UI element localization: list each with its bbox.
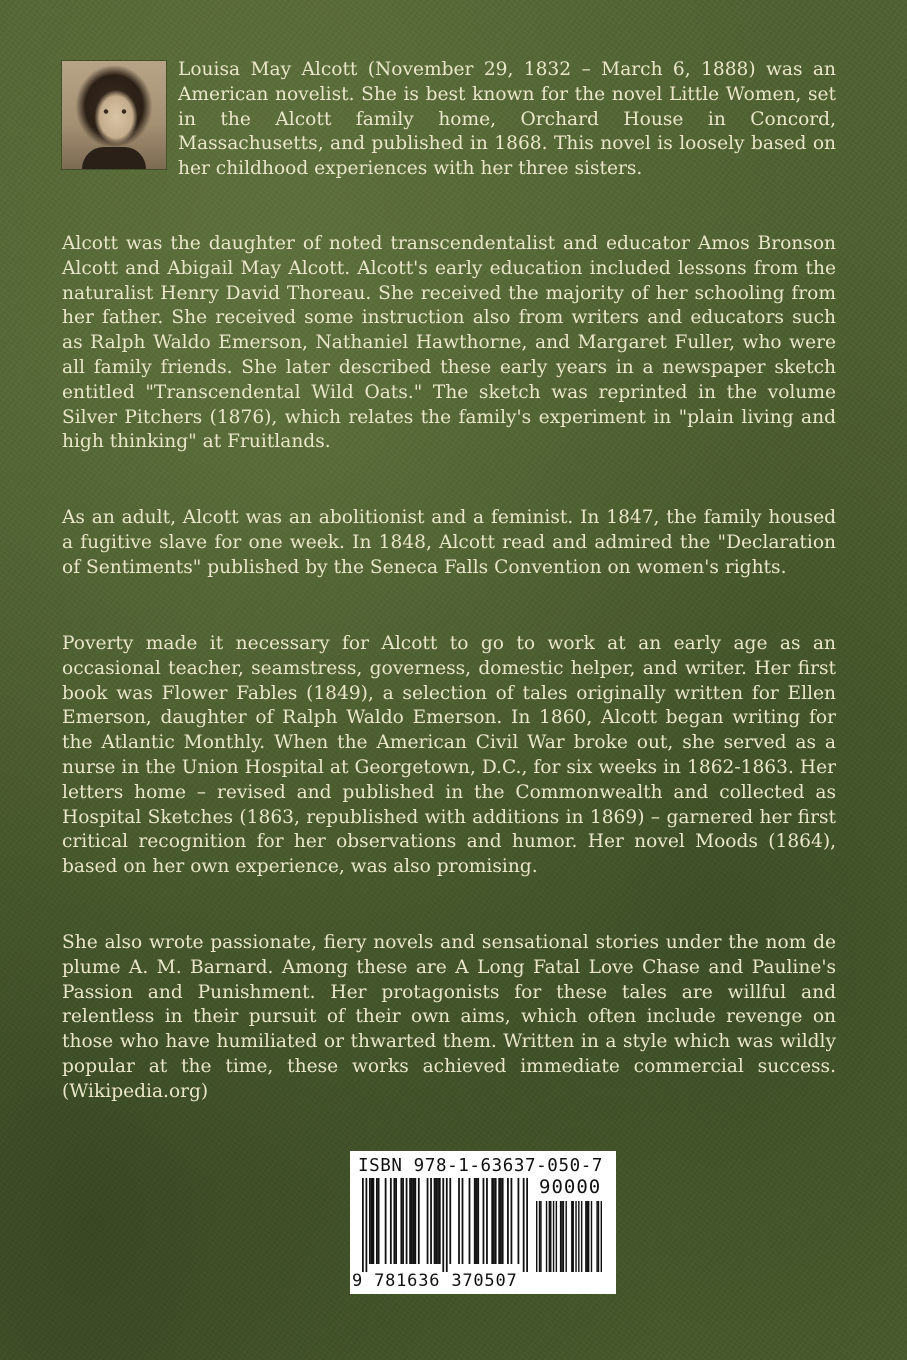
barcode-bar bbox=[365, 1178, 367, 1272]
addon-bar bbox=[560, 1201, 561, 1272]
barcode-bar bbox=[437, 1178, 439, 1264]
barcode-bar bbox=[411, 1178, 413, 1264]
barcode-bar bbox=[486, 1178, 488, 1264]
addon-bar bbox=[588, 1201, 589, 1272]
addon-bar bbox=[596, 1201, 597, 1272]
barcode-bar bbox=[502, 1178, 504, 1264]
barcode-bar bbox=[462, 1178, 464, 1264]
barcode-bar bbox=[390, 1178, 392, 1264]
portrait-spacer bbox=[62, 58, 178, 175]
barcode-bar bbox=[362, 1178, 364, 1272]
price-code: 90000 bbox=[539, 1176, 602, 1198]
barcode-bar bbox=[413, 1178, 415, 1264]
barcode-bar bbox=[385, 1178, 387, 1264]
barcode-bar bbox=[393, 1178, 395, 1264]
barcode-bar bbox=[430, 1178, 432, 1264]
barcode-bar bbox=[406, 1178, 408, 1264]
barcode-ean13-bars bbox=[362, 1178, 528, 1272]
barcode-bar bbox=[435, 1178, 437, 1264]
barcode-digits: 9 781636 370507 bbox=[352, 1271, 518, 1291]
isbn-label: ISBN 978-1-63637-050-7 bbox=[358, 1156, 603, 1176]
paragraph-pseudonym: She also wrote passionate, fiery novels and sensational stories under the nom de plume A. M. Barnard. Among these are A Long Fatal Love Chase and Pauline's Passion and Punishment. Her protagonists for these tales are willful and relentless in their pursuit of their own aims, which often include revenge on those who have humiliated or thwarted them. Written in a style which was wildly popular at the time, these works achieved immediate commercial success. (Wikipedia.org) bbox=[62, 932, 836, 1102]
addon-bar bbox=[585, 1201, 586, 1272]
barcode-bar bbox=[518, 1178, 520, 1264]
addon-bar bbox=[591, 1201, 592, 1272]
addon-bar bbox=[563, 1201, 564, 1272]
barcode-bar bbox=[483, 1178, 485, 1264]
addon-bar bbox=[536, 1201, 537, 1272]
addon-bar bbox=[561, 1201, 562, 1272]
addon-bar bbox=[598, 1201, 599, 1272]
barcode-bar bbox=[434, 1178, 436, 1264]
barcode-bar bbox=[511, 1178, 513, 1264]
paragraph-2-block bbox=[62, 232, 836, 455]
addon-bar bbox=[601, 1201, 602, 1272]
barcode-bar bbox=[446, 1178, 448, 1272]
barcode-bar bbox=[376, 1178, 378, 1264]
addon-bar bbox=[539, 1201, 540, 1272]
barcode-bar bbox=[414, 1178, 416, 1264]
barcode-bar bbox=[523, 1178, 525, 1272]
barcode-bar bbox=[369, 1178, 371, 1264]
addon-bar bbox=[550, 1201, 551, 1272]
barcode-bar bbox=[402, 1178, 404, 1264]
barcode-bar bbox=[474, 1178, 476, 1264]
barcode-bar bbox=[458, 1178, 460, 1264]
barcode-bar bbox=[439, 1178, 441, 1264]
barcode-bar bbox=[495, 1178, 497, 1264]
barcode-bar bbox=[418, 1178, 420, 1264]
barcode-bar bbox=[427, 1178, 429, 1264]
barcode-bar bbox=[442, 1178, 444, 1272]
paragraph-education: Alcott was the daughter of noted transcendentalist and educator Amos Bronson Alcott and Abigail May Alcott. Alcott's early education included lessons from the naturalist Henry David Thoreau. She received the majority of her schooling from her father. She received some instruction also from writers and educators such as Ralph Waldo Emerson, Nathaniel Hawthorne, and Margaret Fuller, who were all family friends. She later described these early years in a newspaper sketch entitled "Transcendental Wild Oats." The sketch was reprinted in the volume Silver Pitchers (1876), which relates the family's experiment in "plain living and high thinking" at Fruitlands. bbox=[62, 233, 836, 453]
addon-bar bbox=[578, 1201, 579, 1272]
addon-bar bbox=[540, 1201, 541, 1272]
addon-bar bbox=[573, 1201, 574, 1272]
addon-bar bbox=[571, 1201, 572, 1272]
addon-bar bbox=[549, 1201, 550, 1272]
barcode-bar bbox=[371, 1178, 373, 1264]
barcode-bar bbox=[491, 1178, 493, 1264]
barcode-bar bbox=[500, 1178, 502, 1264]
barcode-bar bbox=[395, 1178, 397, 1264]
barcode-bar bbox=[526, 1178, 528, 1272]
addon-bar bbox=[553, 1201, 554, 1272]
paragraph-intro: Louisa May Alcott (November 29, 1832 – March 6, 1888) was an American novelist. She is best known for the novel Little Women, set in the Alcott family home, Orchard House in Concord, Massachusetts, and published in 1868. This novel is loosely based on her childhood experiences with her three sisters. bbox=[178, 59, 836, 180]
addon-bar bbox=[581, 1201, 582, 1272]
paragraph-4-block bbox=[62, 632, 836, 880]
addon-bar bbox=[556, 1201, 557, 1272]
barcode-bar bbox=[469, 1178, 471, 1264]
barcode-bar bbox=[449, 1178, 451, 1264]
isbn-barcode bbox=[350, 1151, 616, 1294]
addon-bar bbox=[565, 1201, 566, 1272]
paragraph-career: Poverty made it necessary for Alcott to go to work at an early age as an occasional teacher, seamstress, governess, domestic helper, and writer. Her first book was Flower Fables (1849), a selection of tales originally written for Ellen Emerson, daughter of Ralph Waldo Emerson. In 1860, Alcott began writing for the Atlantic Monthly. When the American Civil War broke out, she served as a nurse in the Union Hospital at Georgetown, D.C., for six weeks in 1862-1863. Her letters home – revised and published in the Commonwealth and collected as Hospital Sketches (1863, republished with additions in 1869) – garnered her first critical recognition for her observations and humor. Her novel Moods (1864), based on her own experience, was also promising. bbox=[62, 633, 836, 878]
barcode-bar bbox=[476, 1178, 478, 1264]
barcode-bar bbox=[372, 1178, 374, 1264]
barcode-bar bbox=[400, 1178, 402, 1264]
barcode-bar bbox=[507, 1178, 509, 1264]
barcode-bar bbox=[498, 1178, 500, 1264]
barcode-bar bbox=[409, 1178, 411, 1264]
addon-bar bbox=[546, 1201, 547, 1272]
paragraph-3-block bbox=[62, 506, 836, 580]
barcode-bar bbox=[378, 1178, 380, 1264]
barcode-addon-bars bbox=[536, 1201, 602, 1272]
paragraph-abolitionist: As an adult, Alcott was an abolitionist and a feminist. In 1847, the family housed a fugitive slave for one week. In 1848, Alcott read and admired the "Declaration of Sentiments" published by the Seneca Falls Convention on women's rights. bbox=[62, 507, 836, 578]
barcode-bar bbox=[477, 1178, 479, 1264]
paragraph-5-block bbox=[62, 931, 836, 1105]
addon-bar bbox=[587, 1201, 588, 1272]
addon-bar bbox=[575, 1201, 576, 1272]
barcode-bar bbox=[493, 1178, 495, 1264]
paragraph-1-block bbox=[62, 58, 836, 182]
